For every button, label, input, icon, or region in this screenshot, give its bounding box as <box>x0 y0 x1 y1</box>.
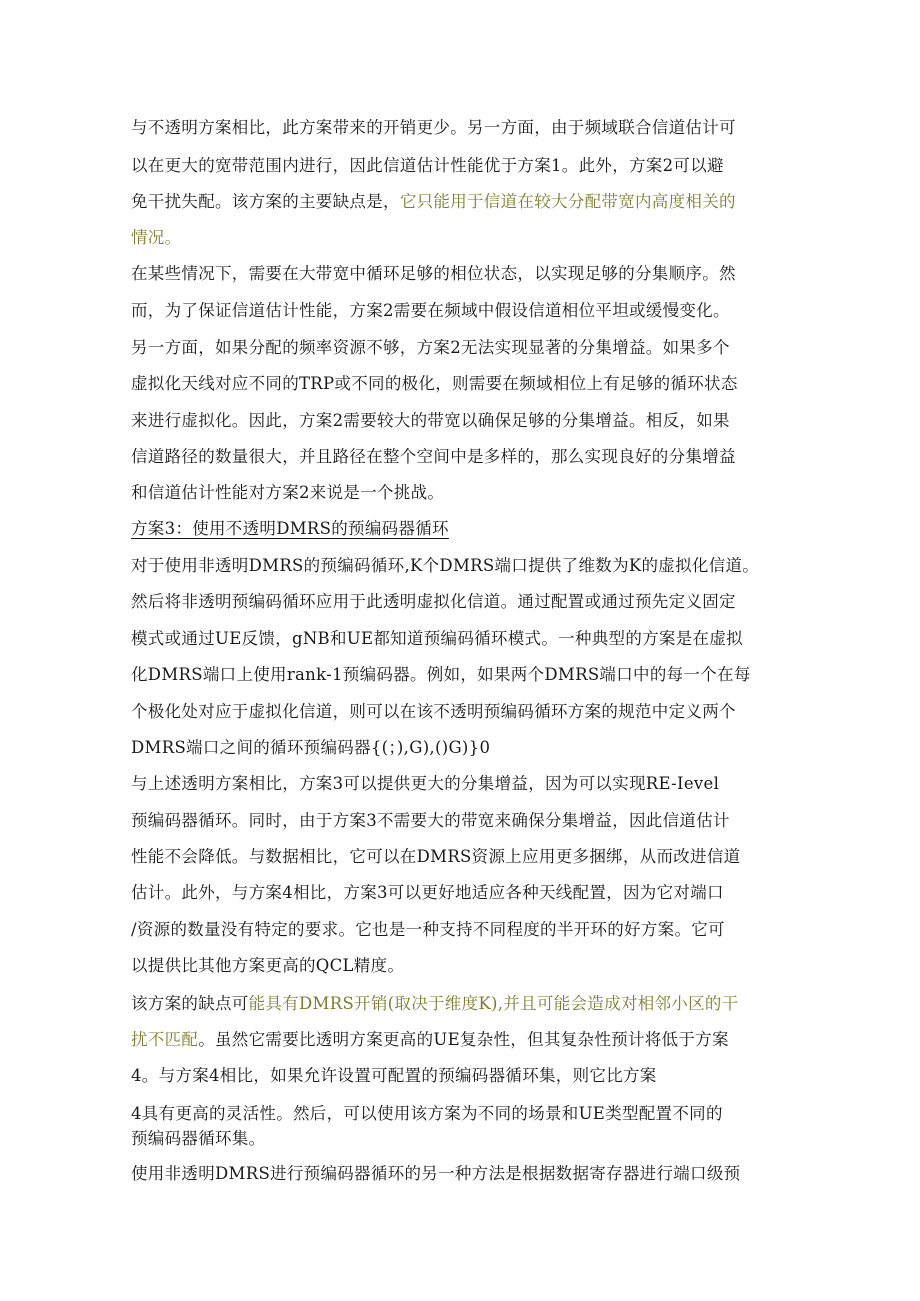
text-line: 另一方面，如果分配的频率资源不够，方案2无法实现显著的分集增益。如果多个 <box>131 338 730 357</box>
text-line: 与不透明方案相比，此方案带来的开销更少。另一方面，由于频域联合信道估计可 <box>131 118 736 137</box>
highlighted-text: 它只能用于信道在较大分配带宽内高度相关的 <box>399 192 736 211</box>
text-line <box>131 1030 729 1050</box>
text-line: 以提供比其他方案更高的QCL精度。 <box>131 956 405 975</box>
text-line: 虚拟化天线对应不同的TRP或不同的极化，则需要在频域相位上有足够的循环状态 <box>131 374 738 393</box>
text-line: DMRS端口之间的循环预编码器{(；),G),()G)}0 <box>131 738 491 757</box>
text-line: 个极化处对应于虚拟化信道，则可以在该不透明预编码循环方案的规范中定义两个 <box>131 702 736 721</box>
highlighted-text: 能具有DMRS开销(取决于维度K),并且可能会造成对相邻小区的干 <box>248 994 739 1013</box>
text-line <box>131 994 739 1014</box>
text-line: 使用非透明DMRS进行预编码器循环的另一种方法是根据数据寄存器进行端口级预 <box>131 1164 741 1183</box>
text-line: 对于使用非透明DMRS的预编码循环,K个DMRS端口提供了维数为K的虚拟化信道。 <box>131 556 760 575</box>
text-line: 与上述透明方案相比，方案3可以提供更大的分集增益，因为可以实现RE-Ievel <box>131 774 720 793</box>
text-line: 以在更大的宽带范围内进行，因此信道估计性能优于方案1。此外，方案2可以避 <box>131 156 724 175</box>
highlighted-text: 扰不匹配 <box>131 1030 199 1049</box>
text-line: 而，为了保证信道估计性能，方案2需要在频域中假设信道相位平坦或缓慢变化。 <box>131 301 730 320</box>
text-line: 4具有更高的灵活性。然后，可以使用该方案为不同的场景和UE类型配置不同的 <box>131 1104 723 1123</box>
text-line: 预编码器循环。同时，由于方案3不需要大的带宽来确保分集增益，因此信道估计 <box>131 811 730 830</box>
text-segment: 免干扰失配。该方案的主要缺点是， <box>131 192 400 211</box>
text-line: 预编码器循环集。 <box>131 1129 266 1148</box>
highlighted-text: 情况。 <box>131 228 182 247</box>
text-line <box>131 228 181 248</box>
text-line: 性能不会降低。与数据相比，它可以在DMRS资源上应用更多捆绑，从而改进信道 <box>131 847 741 866</box>
text-line: /资源的数量没有特定的要求。它也是一种支持不同程度的半开环的好方案。它可 <box>131 920 725 939</box>
text-line: 信道路径的数量很大，并且路径在整个空间中是多样的，那么实现良好的分集增益 <box>131 447 736 466</box>
text-line: 估计。此外，与方案4相比，方案3可以更好地适应各种天线配置，因为它对端口 <box>131 883 724 902</box>
text-line: 在某些情况下，需要在大带宽中循环足够的相位状态，以实现足够的分集顺序。然 <box>131 264 736 283</box>
section-heading: 方案3：使用不透明DMRS的预编码器循环 <box>131 519 449 538</box>
text-line: 化DMRS端口上使用rank-1预编码器。例如，如果两个DMRS端口中的每一个在每 <box>131 665 751 684</box>
text-segment: 该方案的缺点可 <box>131 994 249 1013</box>
text-line <box>131 192 736 212</box>
text-line: 模式或通过UE反馈，gNB和UE都知道预编码循环模式。一种典型的方案是在虚拟 <box>131 629 743 648</box>
text-line: 4。与方案4相比，如果允许设置可配置的预编码器循环集，则它比方案 <box>131 1066 657 1085</box>
text-line: 然后将非透明预编码循环应用于此透明虚拟化信道。通过配置或通过预先定义固定 <box>131 592 736 611</box>
text-line: 来进行虚拟化。因此，方案2需要较大的带宽以确保足够的分集增益。相反，如果 <box>131 411 730 430</box>
text-segment: 。虽然它需要比透明方案更高的UE复杂性，但其复杂性预计将低于方案 <box>198 1030 729 1049</box>
text-line: 和信道估计性能对方案2来说是一个挑战。 <box>131 483 445 502</box>
